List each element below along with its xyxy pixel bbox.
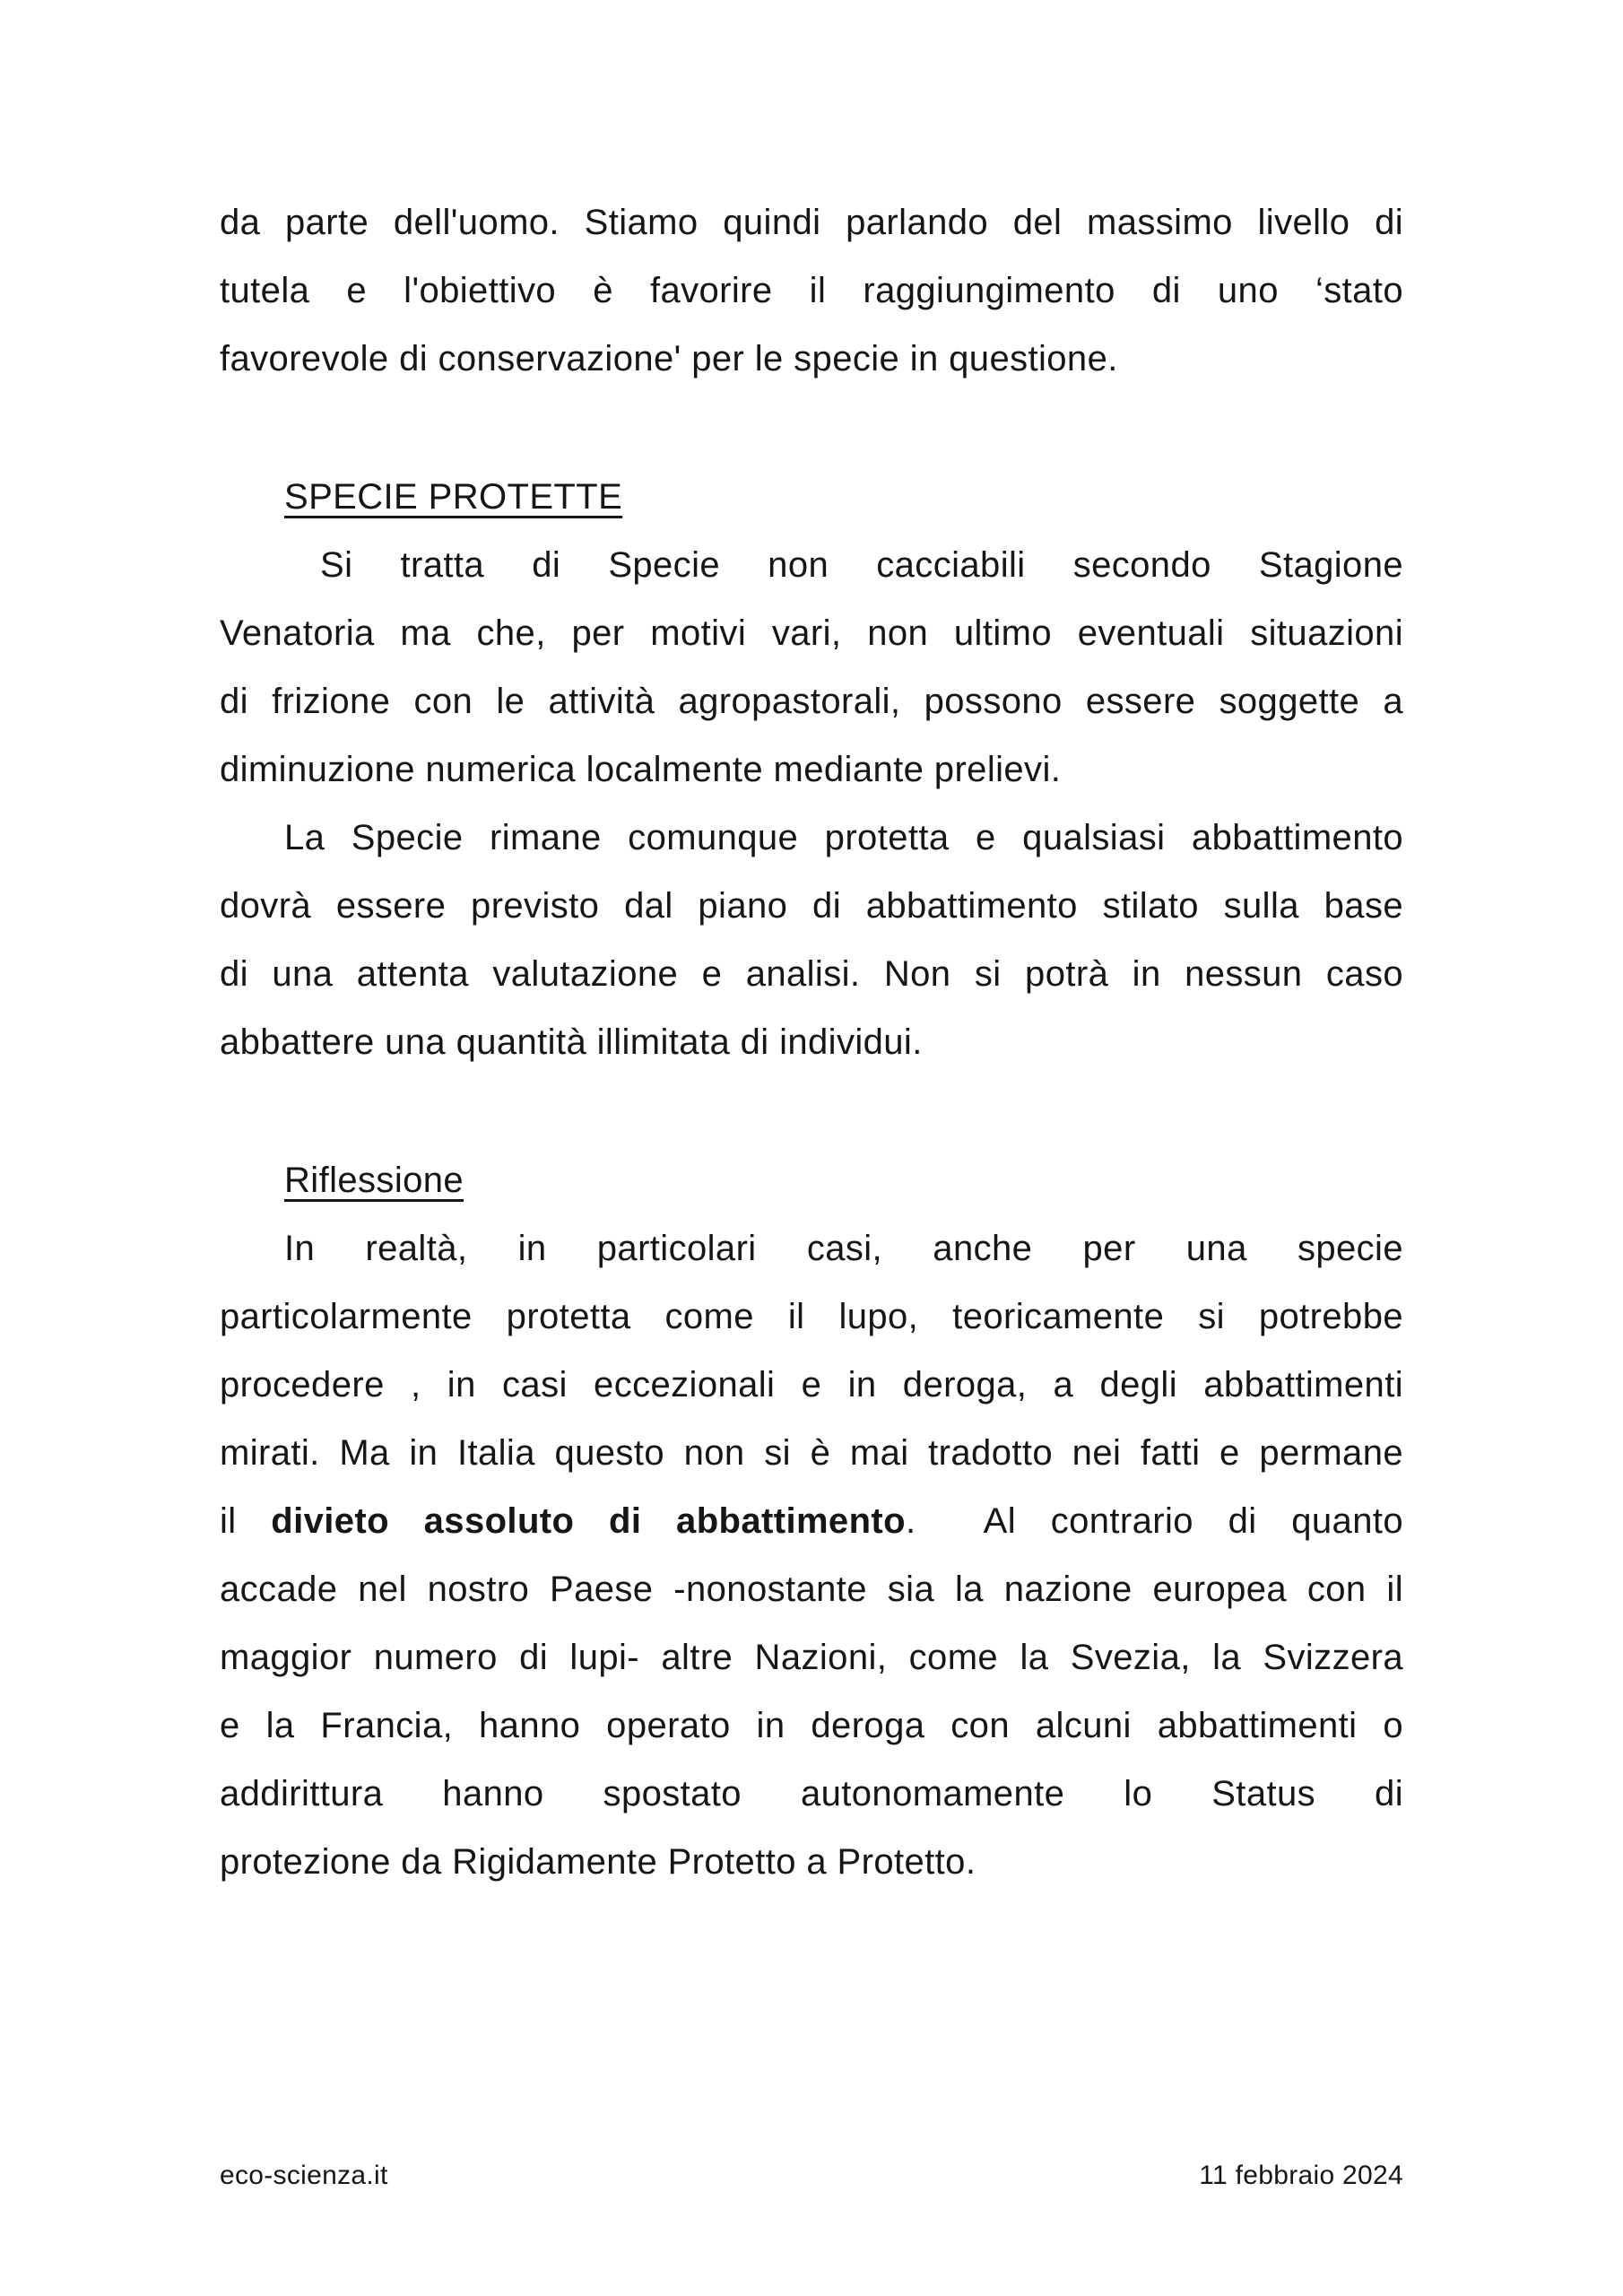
text-segment: Si tratta di Specie non cacciabili secondo Stagione bbox=[320, 545, 1403, 585]
text-segment: di una attenta valutazione e analisi. Non si potrà in nessun caso bbox=[220, 954, 1403, 994]
footer-date: 11 febbraio 2024 bbox=[1199, 2161, 1403, 2190]
text-segment: da parte dell'uomo. Stiamo quindi parlando del massimo livello di bbox=[220, 203, 1403, 242]
paragraph bbox=[220, 531, 1403, 804]
footer-site: eco-scienza.it bbox=[220, 2161, 388, 2190]
text-line bbox=[220, 667, 1403, 735]
section-heading: Riflessione bbox=[284, 1161, 464, 1200]
text-segment: addirittura hanno spostato autonomamente lo Status di bbox=[220, 1774, 1403, 1813]
text-segment: tutela e l'obiettivo è favorire il raggiungimento di uno ‘stato bbox=[220, 271, 1403, 310]
text-line bbox=[220, 531, 1403, 599]
text-line bbox=[220, 257, 1403, 325]
text-segment: maggior numero di lupi- altre Nazioni, come la Svezia, la Svizzera bbox=[220, 1638, 1403, 1677]
text-segment: procedere , in casi eccezionali e in deroga, a degli abbattimenti bbox=[220, 1365, 1403, 1405]
text-segment: diminuzione numerica localmente mediante prelievi. bbox=[220, 750, 1062, 789]
text-segment: il bbox=[220, 1501, 272, 1541]
text-line bbox=[220, 1351, 1403, 1419]
text-segment: protezione da Rigidamente Protetto a Protetto. bbox=[220, 1842, 976, 1882]
text-line bbox=[220, 599, 1403, 667]
text-segment: accade nel nostro Paese -nonostante sia la nazione europea con il bbox=[220, 1570, 1403, 1609]
text-segment: In realtà, in particolari casi, anche per una specie bbox=[284, 1229, 1403, 1268]
page-footer bbox=[220, 2158, 1403, 2194]
section-heading: SPECIE PROTETTE bbox=[284, 477, 623, 517]
text-segment: La Specie rimane comunque protetta e qualsiasi abbattimento bbox=[284, 818, 1403, 857]
document-body bbox=[220, 188, 1403, 1896]
text-segment: abbattere una quantità illimitata di individui. bbox=[220, 1022, 923, 1062]
text-segment: mirati. Ma in Italia questo non si è mai tradotto nei fatti e permane bbox=[220, 1433, 1403, 1473]
text-line bbox=[220, 940, 1403, 1008]
text-line bbox=[220, 1487, 1403, 1555]
text-segment: particolarmente protetta come il lupo, teoricamente si potrebbe bbox=[220, 1297, 1403, 1336]
text-line bbox=[220, 1555, 1403, 1623]
text-line bbox=[220, 1692, 1403, 1760]
text-line bbox=[220, 1419, 1403, 1487]
paragraph bbox=[220, 804, 1403, 1076]
text-segment: e la Francia, hanno operato in deroga con alcuni abbattimenti o bbox=[220, 1706, 1403, 1745]
text-line bbox=[220, 1828, 1403, 1896]
paragraph bbox=[220, 188, 1403, 393]
text-line bbox=[220, 872, 1403, 940]
text-line bbox=[220, 804, 1403, 872]
paragraph bbox=[220, 1214, 1403, 1896]
text-segment: favorevole di conservazione' per le specie in questione. bbox=[220, 339, 1118, 378]
text-segment: di frizione con le attività agropastorali, possono essere soggette a bbox=[220, 682, 1403, 721]
text-line bbox=[220, 1283, 1403, 1351]
text-line bbox=[220, 1623, 1403, 1692]
text-line bbox=[220, 325, 1403, 393]
text-line bbox=[220, 1008, 1403, 1076]
text-segment: dovrà essere previsto dal piano di abbattimento stilato sulla base bbox=[220, 886, 1403, 926]
text-line bbox=[220, 735, 1403, 804]
bold-text: divieto assoluto di abbattimento bbox=[271, 1501, 906, 1541]
text-line bbox=[220, 188, 1403, 257]
text-line bbox=[220, 1214, 1403, 1283]
text-line bbox=[220, 1760, 1403, 1828]
text-segment: Venatoria ma che, per motivi vari, non ultimo eventuali situazioni bbox=[220, 613, 1403, 653]
text-segment: . Al contrario di quanto bbox=[905, 1501, 1404, 1541]
